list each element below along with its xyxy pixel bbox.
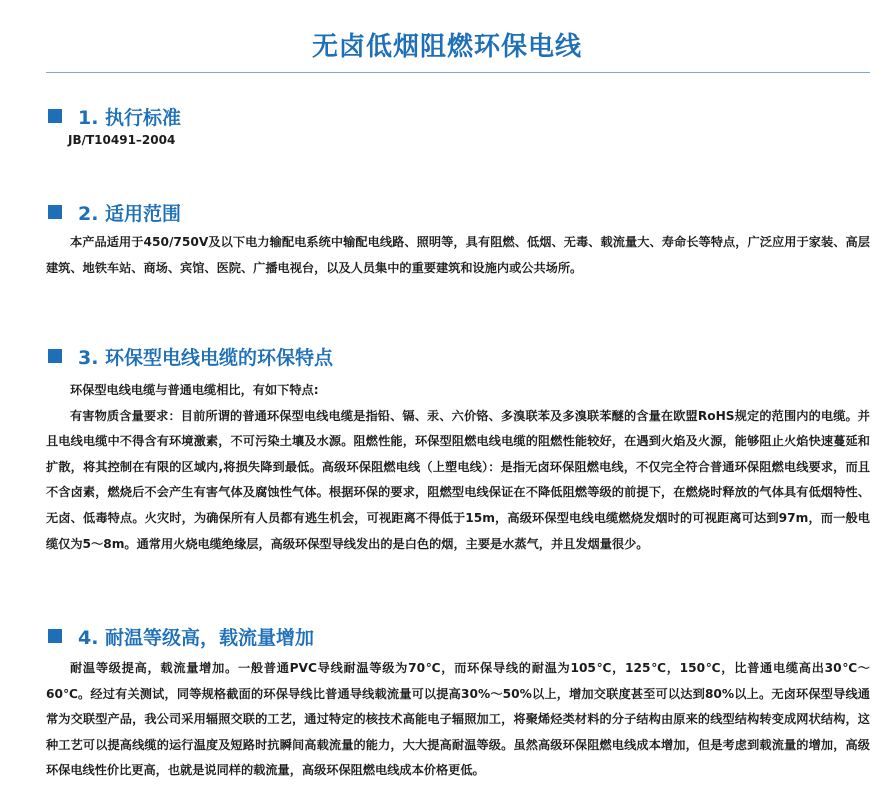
section-temperature-rating [46, 622, 870, 784]
section-standard [46, 102, 870, 147]
body-paragraph: 有害物质含量要求：目前所谓的普通环保型电线电缆是指铅、镉、汞、六价铬、多溴联苯及多溴联苯醚的含量在欧盟RoHS规定的范围内的电缆。并且电线电缆中不得含有环境激素，不可污染土壤及水源。阻燃性能，环保型阻燃电线电缆的阻燃性能较好，在遇到火焰及火源，能够阻止火焰快速蔓延和扩散，将其控制在有限的区域内,将损失降到最低。高级环保阻燃电线（上塑电线）：是指无卤环保阻燃电线，不仅完全符合普通环保阻燃电线要求，而且不含卤素，燃烧后不会产生有害气体及腐蚀性气体。根据环保的要求，阻燃型电线保证在不降低阻燃等级的前提下，在燃烧时释放的气体具有低烟特性、无卤、低毒特点。火灾时，为确保所有人员都有逃生机会，可视距离不得低于15m，高级环保型电线电缆燃烧发烟时的可视距离可达到97m，而一般电缆仅为5～8m。通常用火烧电缆绝缘层，高级环保型导线发出的是白色的烟，主要是水蒸气，并且发烟量很少。 [46, 408, 870, 551]
square-bullet-icon [48, 629, 62, 643]
body-paragraph: 耐温等级提高，载流量增加。一般普通PVC导线耐温等级为70℃，而环保导线的耐温为105℃，125℃，150℃，比普通电缆高出30℃～60℃。经过有关测试，同等规格截面的环保导线比普通导线载流量可以提高30%～50%以上，增加交联度甚至可以达到80%以上。无卤环保型导线通常为交联型产品，我公司采用辐照交联的工艺，通过特定的核技术高能电子辐照加工，将聚烯烃类材料的分子结构由原来的线型结构转变成网状结构，这种工艺可以提高线缆的运行温度及短路时抗瞬间高载流量的能力，大大提高耐温等级。虽然高级环保阻燃电线成本增加，但是考虑到载流量的增加，高级环保电线性价比更高，也就是说同样的载流量，高级环保阻燃电线成本价格更低。 [46, 661, 870, 778]
body-paragraph: 环保型电线电缆与普通电缆相比，有如下特点: [70, 383, 319, 397]
square-bullet-icon [48, 349, 62, 363]
section-header [46, 622, 870, 650]
section-header [46, 342, 870, 370]
section-heading: 4. 耐温等级高，载流量增加 [78, 626, 315, 649]
body-paragraph: 本产品适用于450/750V及以下电力输配电系统中输配电线路、照明等，具有阻燃、低烟、无毒、载流量大、寿命长等特点，广泛应用于家装、高层建筑、地铁车站、商场、宾馆、医院、广播电视台，以及人员集中的重要建筑和设施内或公共场所。 [46, 235, 870, 275]
title-divider [46, 72, 870, 73]
section-heading: 2. 适用范围 [78, 202, 182, 225]
section-scope [46, 198, 870, 281]
section-header [46, 198, 870, 226]
section-heading: 1. 执行标准 [78, 106, 182, 129]
square-bullet-icon [48, 205, 62, 219]
standard-code: JB/T10491–2004 [68, 133, 176, 147]
section-heading: 3. 环保型电线电缆的环保特点 [78, 346, 334, 369]
section-eco-features [46, 342, 870, 557]
section-header [46, 102, 870, 130]
square-bullet-icon [48, 109, 62, 123]
page-title: 无卤低烟阻燃环保电线 [311, 32, 582, 62]
